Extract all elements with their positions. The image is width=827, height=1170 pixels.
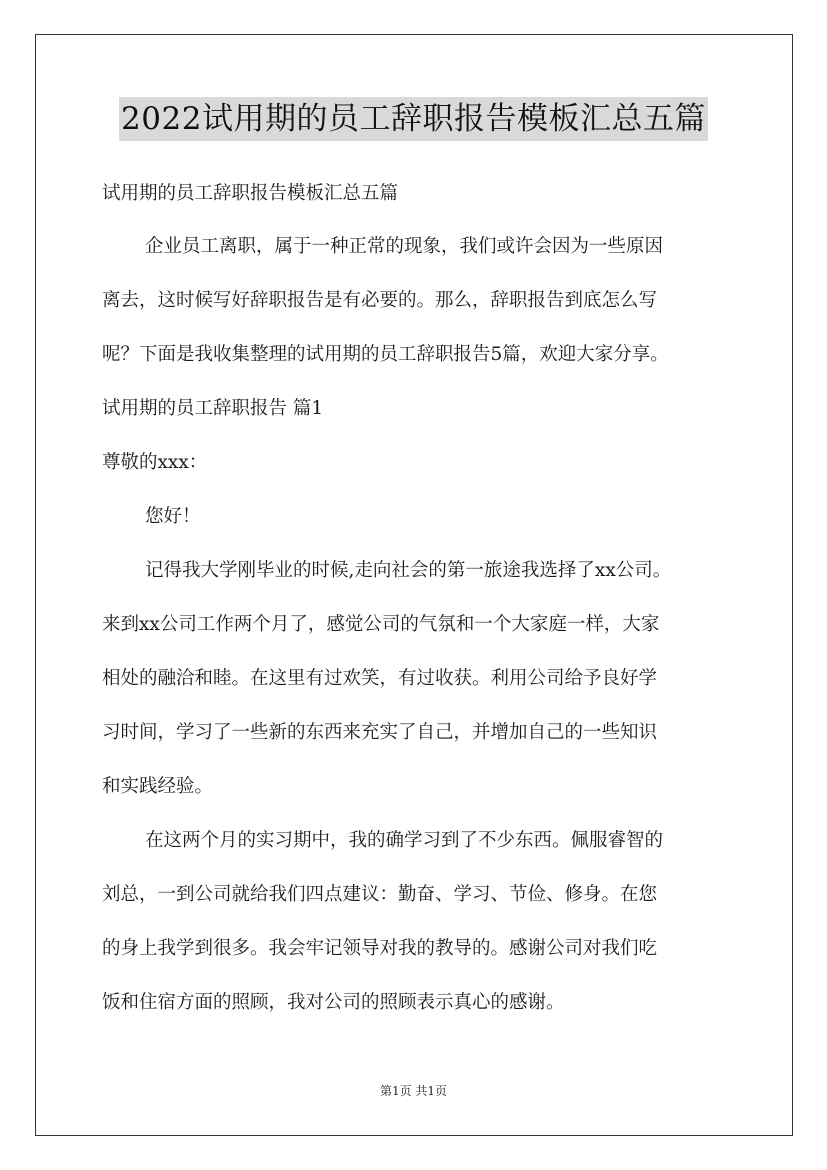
paragraph-line: 企业员工离职，属于一种正常的现象，我们或许会因为一些原因 xyxy=(145,236,664,257)
subtitle-line: 试用期的员工辞职报告模板汇总五篇 xyxy=(102,183,399,204)
paragraph-line: 呢？下面是我收集整理的试用期的员工辞职报告5篇，欢迎大家分享。 xyxy=(102,344,669,365)
section-heading: 试用期的员工辞职报告 篇1 xyxy=(102,398,324,419)
greeting: 您好！ xyxy=(145,506,201,527)
paragraph-line: 习时间，学习了一些新的东西来充实了自己，并增加自己的一些知识 xyxy=(102,722,658,743)
paragraph-line: 和实践经验。 xyxy=(102,776,214,797)
paragraph-line: 来到xx公司工作两个月了，感觉公司的气氛和一个大家庭一样，大家 xyxy=(102,614,660,635)
salutation: 尊敬的xxx： xyxy=(102,452,208,473)
paragraph-line: 在这两个月的实习期中，我的确学习到了不少东西。佩服睿智的 xyxy=(145,830,664,851)
paragraph-line: 离去，这时候写好辞职报告是有必要的。那么，辞职报告到底怎么写 xyxy=(102,290,658,311)
page-footer: 第1页 共1页 xyxy=(379,1084,448,1098)
paragraph-line: 相处的融洽和睦。在这里有过欢笑，有过收获。利用公司给予良好学 xyxy=(102,668,658,689)
paragraph-line: 饭和住宿方面的照顾，我对公司的照顾表示真心的感谢。 xyxy=(102,992,565,1013)
document-title: 2022试用期的员工辞职报告模板汇总五篇 xyxy=(119,97,708,141)
paragraph-line: 记得我大学刚毕业的时候,走向社会的第一旅途我选择了xx公司。 xyxy=(145,560,672,581)
paragraph-line: 的身上我学到很多。我会牢记领导对我的教导的。感谢公司对我们吃 xyxy=(102,938,658,959)
title-container xyxy=(0,97,827,141)
paragraph-line: 刘总，一到公司就给我们四点建议：勤奋、学习、节俭、修身。在您 xyxy=(102,884,658,905)
